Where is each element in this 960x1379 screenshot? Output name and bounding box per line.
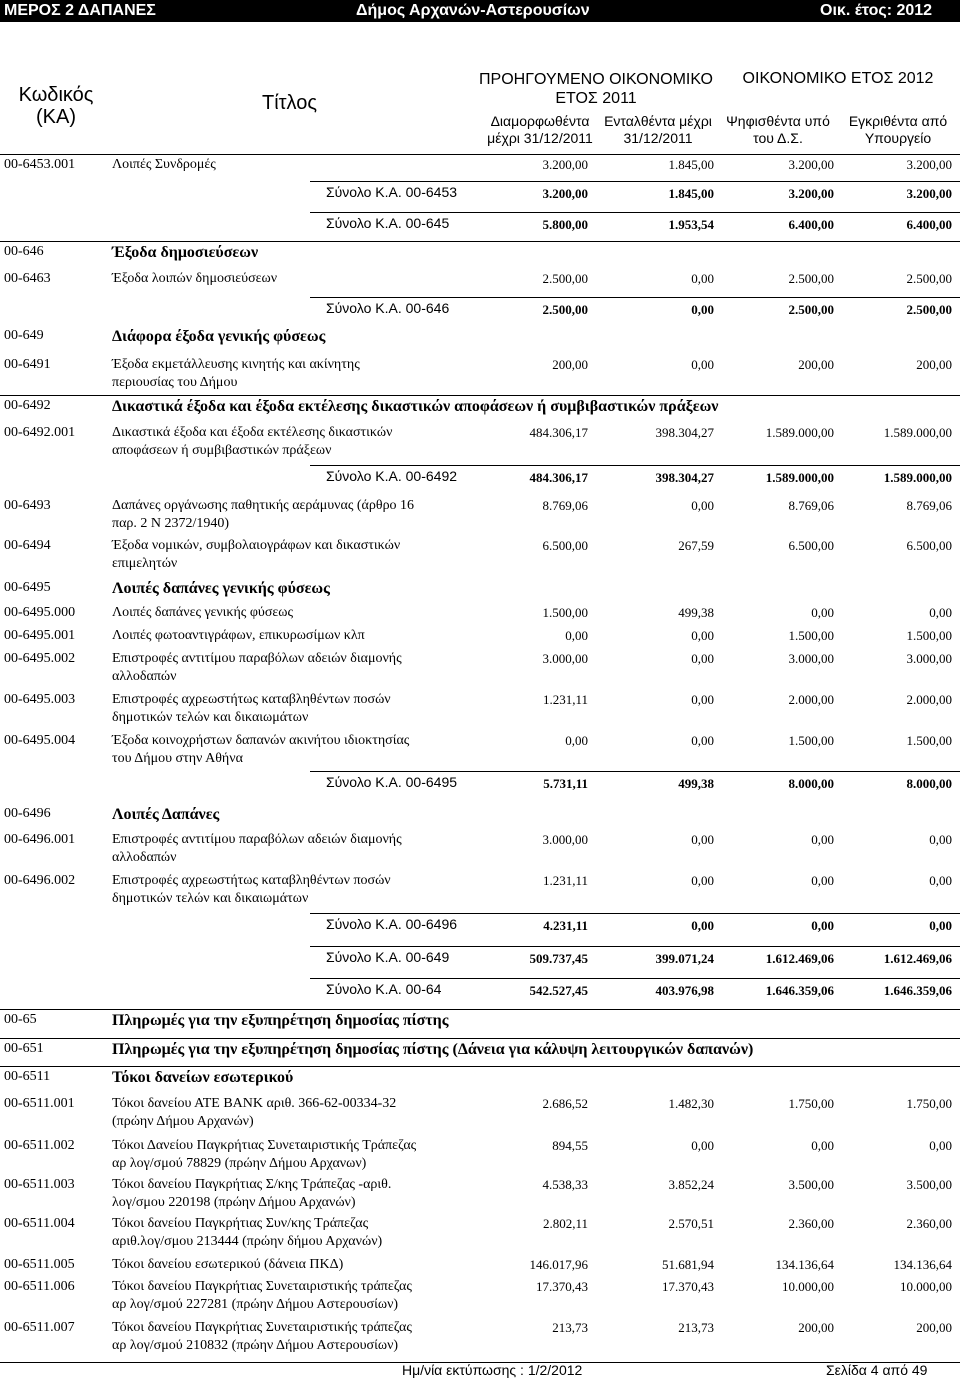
amount-cell: 0,00: [811, 873, 834, 888]
row-code: 00-6511.002: [4, 1138, 75, 1153]
amount-cell: 1.750,00: [788, 1096, 834, 1111]
amount-cell: 0,00: [691, 271, 714, 286]
amount-cell: 2.500,00: [788, 271, 834, 286]
amount-cell: 403.976,98: [655, 983, 714, 998]
amount-cell: 3.000,00: [542, 832, 588, 847]
amount-cell: 213,73: [678, 1320, 714, 1335]
col-egkrithenta: Εγκριθέντα από Υπουργείο: [848, 113, 948, 146]
row-code: 00-6463: [4, 271, 51, 286]
total-label: Σύνολο Κ.Α. 00-6496: [326, 916, 458, 932]
row-code: 00-6511.004: [4, 1216, 75, 1231]
row-code: 00-646: [4, 244, 44, 259]
amount-cell: 4.231,11: [543, 918, 588, 933]
row-title: Έξοδα λοιπών δημοσιεύσεων: [112, 271, 278, 286]
amount-cell: 3.200,00: [542, 157, 588, 172]
amount-cell: 2.000,00: [906, 692, 952, 707]
section-rule: [0, 1009, 960, 1010]
amount-cell: 499,38: [678, 776, 714, 791]
amount-cell: 399.071,24: [655, 951, 714, 966]
amount-cell: 6.400,00: [788, 217, 834, 232]
total-label: Σύνολο Κ.Α. 00-6492: [326, 468, 458, 484]
amount-cell: 499,38: [678, 605, 714, 620]
amount-cell: 5.800,00: [542, 217, 588, 232]
row-title: Πληρωμές για την εξυπηρέτηση δημοσίας πίστης: [112, 1012, 449, 1029]
prev-year-group-header: ΠΡΟΗΓΟΥΜΕΝΟ ΟΙΚΟΝΟΜΙΚΟ ΕΤΟΣ 2011: [479, 71, 713, 107]
total-label: Σύνολο Κ.Α. 00-6495: [326, 774, 458, 790]
row-code: 00-6496.001: [4, 832, 76, 847]
amount-cell: 484.306,17: [529, 470, 588, 485]
amount-cell: 0,00: [811, 605, 834, 620]
amount-cell: 2.500,00: [906, 302, 952, 317]
row-code: 00-6495.003: [4, 692, 76, 707]
row-title: Επιστροφές αχρεωστήτως καταβληθέντων ποσών: [112, 692, 391, 707]
amount-cell: 2.500,00: [542, 271, 588, 286]
amount-cell: 3.000,00: [542, 651, 588, 666]
total-rule: [310, 771, 960, 772]
row-title: Λοιπές Συνδρομές: [112, 157, 216, 172]
amount-cell: 0,00: [565, 733, 588, 748]
total-rule: [310, 913, 960, 914]
amount-cell: 1.953,54: [668, 217, 714, 232]
amount-cell: 509.737,45: [529, 951, 588, 966]
row-code: 00-6496: [4, 806, 51, 821]
row-title: Διάφορα έξοδα γενικής φύσεως: [112, 328, 326, 345]
amount-cell: 8.000,00: [906, 776, 952, 791]
row-code: 00-6495: [4, 580, 51, 595]
amount-cell: 2.000,00: [788, 692, 834, 707]
amount-cell: 0,00: [691, 873, 714, 888]
row-title-cont: επιμελητών: [112, 556, 178, 571]
amount-cell: 1.500,00: [788, 733, 834, 748]
amount-cell: 3.000,00: [906, 651, 952, 666]
row-code: 00-6453.001: [4, 157, 76, 172]
amount-cell: 0,00: [811, 918, 834, 933]
amount-cell: 0,00: [691, 692, 714, 707]
row-title-cont: αποφάσεων ή συμβιβαστικών πράξεων: [112, 443, 332, 458]
amount-cell: 1.589.000,00: [765, 425, 834, 440]
amount-cell: 2.686,52: [542, 1096, 588, 1111]
amount-cell: 0,00: [691, 302, 714, 317]
amount-cell: 0,00: [691, 733, 714, 748]
row-title-cont: του Δήμου στην Αθήνα: [112, 751, 243, 766]
amount-cell: 3.200,00: [788, 157, 834, 172]
row-code: 00-6496.002: [4, 873, 76, 888]
amount-cell: 2.500,00: [906, 271, 952, 286]
amount-cell: 10.000,00: [900, 1279, 952, 1294]
header-rule: [0, 154, 960, 155]
amount-cell: 51.681,94: [662, 1257, 714, 1272]
page-number: Σελίδα 4 από 49: [826, 1362, 928, 1378]
amount-cell: 8.769,06: [906, 498, 952, 513]
row-title-cont: δημοτικών τελών και δικαιωμάτων: [112, 891, 309, 906]
amount-cell: 1.612.469,06: [765, 951, 834, 966]
code-header: Κωδικός (ΚΑ): [18, 84, 94, 128]
amount-cell: 0,00: [811, 1138, 834, 1153]
amount-cell: 1.845,00: [668, 186, 714, 201]
amount-cell: 6.500,00: [542, 538, 588, 553]
amount-cell: 0,00: [691, 498, 714, 513]
row-code: 00-6492: [4, 398, 51, 413]
top-bar: [0, 0, 960, 22]
amount-cell: 200,00: [916, 1320, 952, 1335]
amount-cell: 146.017,96: [529, 1257, 588, 1272]
amount-cell: 17.370,43: [536, 1279, 588, 1294]
amount-cell: 8.769,06: [542, 498, 588, 513]
row-title: Τόκοι δανείου Παγκρήτιας Συνεταιριστικής τράπεζας: [112, 1279, 412, 1294]
row-code: 00-6511: [4, 1069, 51, 1084]
row-title: Τόκοι δανείου Παγκρήτιας Σ/κης Τράπεζας -αριθ.: [112, 1177, 392, 1192]
row-title: Λοιπές Δαπάνες: [112, 806, 220, 823]
row-code: 00-6511.006: [4, 1279, 75, 1294]
amount-cell: 5.731,11: [543, 776, 588, 791]
municipality-label: Δήμος Αρχανών-Αστερουσίων: [356, 2, 590, 19]
row-code: 00-6511.003: [4, 1177, 75, 1192]
row-title: Δικαστικά έξοδα και έξοδα εκτέλεσης δικαστικών: [112, 425, 393, 440]
title-header: Τίτλος: [262, 92, 318, 114]
total-label: Σύνολο Κ.Α. 00-649: [326, 949, 450, 965]
amount-cell: 3.500,00: [788, 1177, 834, 1192]
total-rule: [310, 212, 960, 213]
amount-cell: 3.200,00: [906, 186, 952, 201]
amount-cell: 3.200,00: [542, 186, 588, 201]
row-code: 00-6511.007: [4, 1320, 75, 1335]
row-code: 00-6495.002: [4, 651, 76, 666]
row-title: Έξοδα κοινοχρήστων δαπανών ακινήτου ιδιοκτησίας: [112, 733, 410, 748]
amount-cell: 2.802,11: [542, 1216, 588, 1231]
amount-cell: 3.500,00: [906, 1177, 952, 1192]
amount-cell: 0,00: [691, 832, 714, 847]
amount-cell: 8.769,06: [788, 498, 834, 513]
row-title-cont: αρ λογ/σμού 210832 (πρώην Δήμου Αστερουσίων): [112, 1338, 399, 1353]
fiscal-year-label: Οικ. έτος: 2012: [820, 2, 933, 19]
amount-cell: 8.000,00: [788, 776, 834, 791]
row-title: Τόκοι δανείου εσωτερικού (δάνεια ΠΚΔ): [112, 1257, 344, 1272]
amount-cell: 2.360,00: [906, 1216, 952, 1231]
row-title: Επιστροφές αχρεωστήτως καταβληθέντων ποσών: [112, 873, 391, 888]
amount-cell: 398.304,27: [655, 425, 714, 440]
amount-cell: 1.845,00: [668, 157, 714, 172]
amount-cell: 0,00: [691, 651, 714, 666]
row-code: 00-6491: [4, 357, 51, 372]
amount-cell: 200,00: [798, 1320, 834, 1335]
row-title: Δαπάνες οργάνωσης παθητικής αεράμυνας (άρθρο 16: [112, 498, 415, 513]
row-code: 00-6492.001: [4, 425, 76, 440]
amount-cell: 1.500,00: [906, 628, 952, 643]
amount-cell: 2.500,00: [542, 302, 588, 317]
amount-cell: 267,59: [678, 538, 714, 553]
total-rule: [310, 465, 960, 466]
amount-cell: 134.136,64: [893, 1257, 952, 1272]
total-label: Σύνολο Κ.Α. 00-64: [326, 981, 442, 997]
row-code: 00-6493: [4, 498, 51, 513]
row-title: Τόκοι δανείου Παγκρήτιας Συνεταιριστικής τράπεζας: [112, 1320, 412, 1335]
section-rule: [0, 395, 960, 396]
row-title: Λοιπές φωτοαντιγράφων, επικυρωσίμων κλπ: [112, 628, 365, 643]
row-title: Πληρωμές για την εξυπηρέτηση δημοσίας πίστης (Δάνεια για κάλυψη λειτουργικών δαπανών): [112, 1041, 754, 1058]
amount-cell: 2.360,00: [788, 1216, 834, 1231]
row-title: Λοιπές δαπάνες γενικής φύσεως: [112, 605, 294, 620]
row-code: 00-6495.001: [4, 628, 76, 643]
amount-cell: 0,00: [811, 832, 834, 847]
amount-cell: 200,00: [552, 357, 588, 372]
row-code: 00-651: [4, 1041, 44, 1056]
row-title-cont: αλλοδαπών: [112, 850, 177, 865]
row-code: 00-6511.005: [4, 1257, 75, 1272]
amount-cell: 213,73: [552, 1320, 588, 1335]
row-title: Έξοδα δημοσιεύσεων: [112, 244, 259, 261]
total-rule: [310, 181, 960, 182]
row-title: Δικαστικά έξοδα και έξοδα εκτέλεσης δικαστικών αποφάσεων ή συμβιβαστικών πράξεων: [112, 398, 719, 415]
section-rule: [0, 241, 960, 242]
row-title: Τόκοι Δανείου Παγκρήτιας Συνεταιριστικής Τράπεζας: [112, 1138, 417, 1153]
row-title-cont: δημοτικών τελών και δικαιωμάτων: [112, 710, 309, 725]
row-title-cont: αρ λογ/σμού 227281 (πρώην Δήμου Αστερουσίων): [112, 1297, 399, 1312]
amount-cell: 0,00: [929, 873, 952, 888]
amount-cell: 10.000,00: [782, 1279, 834, 1294]
total-label: Σύνολο Κ.Α. 00-646: [326, 300, 450, 316]
row-title-cont: αριθ.λογ/σμου 213444 (πρώην δήμου Αρχανών): [112, 1234, 383, 1249]
amount-cell: 1.750,00: [906, 1096, 952, 1111]
amount-cell: 398.304,27: [655, 470, 714, 485]
row-title: Τόκοι δανείου ΑΤΕ BANK αριθ. 366-62-00334-32: [112, 1096, 397, 1111]
amount-cell: 1.500,00: [906, 733, 952, 748]
amount-cell: 0,00: [929, 1138, 952, 1153]
amount-cell: 0,00: [691, 1138, 714, 1153]
amount-cell: 0,00: [565, 628, 588, 643]
amount-cell: 1.646.359,06: [883, 983, 952, 998]
amount-cell: 1.482,30: [668, 1096, 714, 1111]
amount-cell: 6.500,00: [788, 538, 834, 553]
amount-cell: 3.200,00: [788, 186, 834, 201]
amount-cell: 1.500,00: [788, 628, 834, 643]
row-title: Λοιπές δαπάνες γενικής φύσεως: [112, 580, 330, 597]
total-label: Σύνολο Κ.Α. 00-645: [326, 215, 450, 231]
amount-cell: 3.000,00: [788, 651, 834, 666]
amount-cell: 1.589.000,00: [765, 470, 834, 485]
amount-cell: 0,00: [929, 605, 952, 620]
row-title: Έξοδα νομικών, συμβολαιογράφων και δικαστικών: [112, 538, 401, 553]
row-code: 00-649: [4, 328, 44, 343]
amount-cell: 3.852,24: [668, 1177, 714, 1192]
section-rule: [0, 1038, 960, 1039]
amount-cell: 542.527,45: [529, 983, 588, 998]
amount-cell: 894,55: [552, 1138, 588, 1153]
row-title-cont: παρ. 2 Ν 2372/1940): [112, 516, 230, 531]
amount-cell: 17.370,43: [662, 1279, 714, 1294]
row-title-cont: (πρώην Δήμου Αρχανών): [112, 1114, 254, 1129]
row-title-cont: λογ/σμου 220198 (πρώην Δήμου Αρχανών): [112, 1195, 356, 1210]
col-entalthenta: Ενταλθέντα μέχρι 31/12/2011: [604, 113, 712, 146]
row-title: Επιστροφές αντιτίμου παραβόλων αδειών διαμονής: [112, 651, 402, 666]
amount-cell: 1.231,11: [542, 692, 588, 707]
amount-cell: 484.306,17: [529, 425, 588, 440]
row-title: Επιστροφές αντιτίμου παραβόλων αδειών διαμονής: [112, 832, 402, 847]
row-title: Τόκοι δανείων εσωτερικού: [112, 1069, 294, 1086]
row-code: 00-6495.000: [4, 605, 76, 620]
amount-cell: 2.570,51: [668, 1216, 714, 1231]
total-label: Σύνολο Κ.Α. 00-6453: [326, 184, 458, 200]
row-title-cont: αλλοδαπών: [112, 669, 177, 684]
amount-cell: 0,00: [691, 918, 714, 933]
section-rule: [0, 1066, 960, 1067]
amount-cell: 0,00: [929, 832, 952, 847]
row-code: 00-6511.001: [4, 1096, 75, 1111]
amount-cell: 1.612.469,06: [883, 951, 952, 966]
total-rule: [310, 978, 960, 979]
row-code: 00-6495.004: [4, 733, 76, 748]
amount-cell: 200,00: [916, 357, 952, 372]
row-title: Έξοδα εκμετάλλευσης κινητής και ακίνητης: [112, 357, 360, 372]
amount-cell: 1.231,11: [542, 873, 588, 888]
total-rule: [310, 946, 960, 947]
amount-cell: 2.500,00: [788, 302, 834, 317]
amount-cell: 200,00: [798, 357, 834, 372]
amount-cell: 1.646.359,06: [765, 983, 834, 998]
row-title-cont: αρ λογ/σμού 78829 (πρώην Δήμου Αρχανων): [112, 1156, 367, 1171]
amount-cell: 6.400,00: [906, 217, 952, 232]
part-label: ΜΕΡΟΣ 2 ΔΑΠΑΝΕΣ: [4, 2, 156, 19]
amount-cell: 0,00: [691, 357, 714, 372]
amount-cell: 3.200,00: [906, 157, 952, 172]
row-title: Τόκοι δανείου Παγκρήτιας Συν/κης Τράπεζας: [112, 1216, 369, 1231]
col-diamorfothenta: Διαμορφωθέντα μέχρι 31/12/2011: [487, 113, 593, 146]
amount-cell: 1.589.000,00: [883, 470, 952, 485]
amount-cell: 1.500,00: [542, 605, 588, 620]
row-code: 00-6494: [4, 538, 51, 553]
amount-cell: 4.538,33: [542, 1177, 588, 1192]
amount-cell: 6.500,00: [906, 538, 952, 553]
curr-year-group-header: ΟΙΚΟΝΟΜΙΚΟ ΕΤΟΣ 2012: [742, 70, 934, 87]
total-rule: [310, 297, 960, 298]
amount-cell: 1.589.000,00: [883, 425, 952, 440]
amount-cell: 0,00: [691, 628, 714, 643]
print-date: Ημ/νία εκτύπωσης : 1/2/2012: [402, 1362, 583, 1378]
col-psifisthenta: Ψηφισθέντα υπό του Δ.Σ.: [726, 113, 830, 146]
row-code: 00-65: [4, 1012, 37, 1027]
amount-cell: 134.136,64: [775, 1257, 834, 1272]
row-title-cont: περιουσίας του Δήμου: [112, 375, 238, 390]
amount-cell: 0,00: [929, 918, 952, 933]
